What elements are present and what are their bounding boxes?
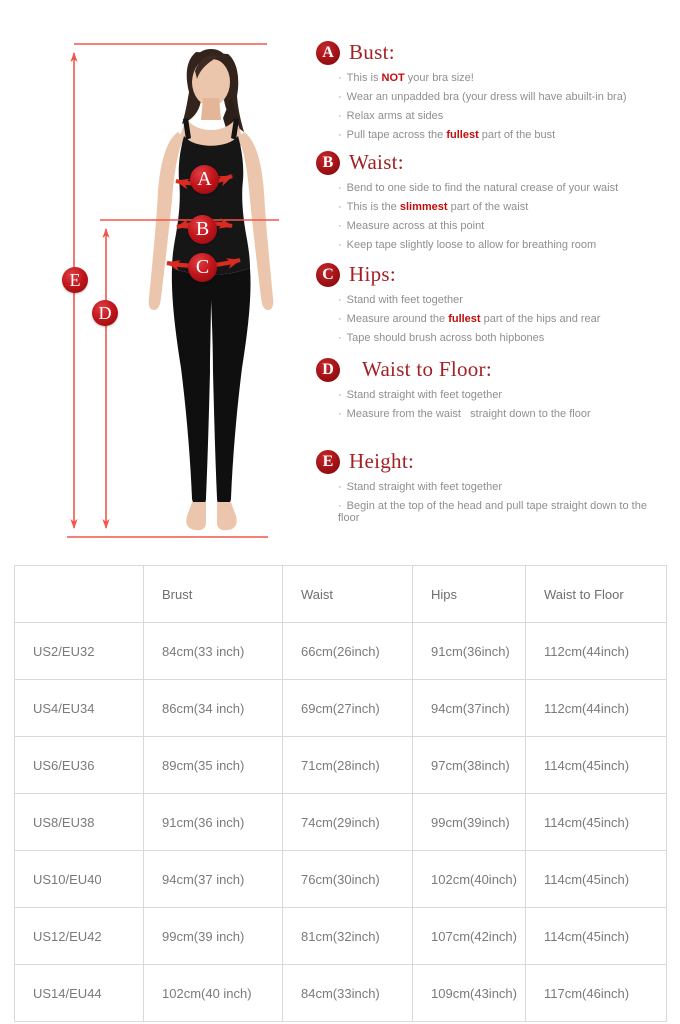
bullet-emphasis: slimmest: [399, 201, 448, 213]
bullet-text: Bend to one side to find the natural crease of your waist: [346, 182, 619, 194]
section-badge-b: B: [316, 151, 340, 175]
bullet-text: Measure from the waist straight down to the floor: [346, 408, 591, 420]
guide-section-bust: [316, 40, 670, 148]
table-cell: 102cm(40inch): [413, 851, 526, 908]
column-header: Brust: [144, 566, 283, 623]
guide-section-height: [316, 449, 670, 531]
table-cell: 112cm(44inch): [526, 623, 667, 680]
bullet-text: part of the bust: [478, 129, 556, 141]
bullet-item: [338, 220, 658, 232]
table-row: [15, 623, 667, 680]
bullet-emphasis: fullest: [446, 129, 479, 141]
column-header: Waist to Floor: [526, 566, 667, 623]
section-header: [316, 262, 670, 287]
bullet-text: Measure across at this point: [346, 220, 485, 232]
table-row: [15, 794, 667, 851]
table-cell: 99cm(39 inch): [144, 908, 283, 965]
bullet-text: Stand straight with feet together: [346, 481, 502, 493]
bullet-text: Tape should brush across both hipbones: [346, 332, 545, 344]
bullet-item: [338, 110, 658, 122]
bullet-item: [338, 500, 658, 524]
bullet-item: [338, 332, 658, 344]
section-title: Height:: [349, 449, 415, 473]
table-row: [15, 908, 667, 965]
bullet-item: [338, 389, 658, 401]
table-row: [15, 737, 667, 794]
bullet-text: Measure around the: [346, 313, 449, 325]
table-cell: 114cm(45inch): [526, 794, 667, 851]
column-header: Hips: [413, 566, 526, 623]
size-label-cell: US4/EU34: [15, 680, 144, 737]
section-badge-c: C: [316, 263, 340, 287]
table-cell: 91cm(36inch): [413, 623, 526, 680]
table-cell: 102cm(40 inch): [144, 965, 283, 1022]
section-title: Waist:: [349, 150, 404, 174]
table-row: [15, 965, 667, 1022]
table-cell: 66cm(26inch): [283, 623, 413, 680]
table-cell: 97cm(38inch): [413, 737, 526, 794]
bullet-emphasis: NOT: [381, 72, 405, 84]
section-bullets: [338, 72, 670, 141]
section-badge-a: A: [316, 41, 340, 65]
table-cell: 71cm(28inch): [283, 737, 413, 794]
size-label-cell: US10/EU40: [15, 851, 144, 908]
table-cell: 84cm(33 inch): [144, 623, 283, 680]
bullet-item: [338, 129, 658, 141]
figure-marker-e: E: [62, 267, 88, 293]
bullet-text: Keep tape slightly loose to allow for breathing room: [346, 239, 597, 251]
bullet-item: [338, 294, 658, 306]
section-header: [316, 449, 670, 474]
table-cell: 114cm(45inch): [526, 737, 667, 794]
table-cell: 94cm(37inch): [413, 680, 526, 737]
table-cell: 81cm(32inch): [283, 908, 413, 965]
table-cell: 99cm(39inch): [413, 794, 526, 851]
section-header: [316, 150, 670, 175]
section-header: [316, 357, 670, 382]
size-chart-table: [14, 565, 667, 1022]
bullet-text: Wear an unpadded bra (your dress will have abuilt-in bra): [346, 91, 627, 103]
section-bullets: [338, 389, 670, 420]
model-silhouette: [149, 49, 274, 530]
bullet-text: Relax arms at sides: [346, 110, 444, 122]
column-header: Waist: [283, 566, 413, 623]
table-row: [15, 851, 667, 908]
bullet-item: [338, 481, 658, 493]
table-cell: 86cm(34 inch): [144, 680, 283, 737]
section-title: Hips:: [349, 262, 397, 286]
section-badge-d: D: [316, 358, 340, 382]
size-label-cell: US6/EU36: [15, 737, 144, 794]
size-label-cell: US2/EU32: [15, 623, 144, 680]
bullet-item: [338, 182, 658, 194]
section-header: [316, 40, 670, 65]
bullet-text: Begin at the top of the head and pull tape straight down to the floor: [338, 500, 647, 524]
bullet-item: [338, 313, 658, 325]
table-cell: 114cm(45inch): [526, 851, 667, 908]
bullet-item: [338, 408, 658, 420]
bullet-item: [338, 72, 658, 84]
table-cell: 69cm(27inch): [283, 680, 413, 737]
table-cell: 112cm(44inch): [526, 680, 667, 737]
figure-marker-b: B: [188, 215, 217, 244]
guide-section-waist-to-floor: [316, 357, 670, 427]
bullet-text: your bra size!: [404, 72, 474, 84]
table-cell: 91cm(36 inch): [144, 794, 283, 851]
size-label-cell: US12/EU42: [15, 908, 144, 965]
table-cell: 117cm(46inch): [526, 965, 667, 1022]
bullet-text: part of the hips and rear: [480, 313, 601, 325]
section-bullets: [338, 182, 670, 251]
table-cell: 74cm(29inch): [283, 794, 413, 851]
table-cell: 114cm(45inch): [526, 908, 667, 965]
figure-marker-d: D: [92, 300, 118, 326]
bullet-text: This is the: [346, 201, 400, 213]
table-cell: 107cm(42inch): [413, 908, 526, 965]
table-header-row: [15, 566, 667, 623]
bullet-emphasis: fullest: [448, 313, 481, 325]
section-title: Waist to Floor:: [362, 357, 492, 381]
table-cell: 76cm(30inch): [283, 851, 413, 908]
bullet-text: Stand with feet together: [346, 294, 463, 306]
column-header-empty: [15, 566, 144, 623]
table-cell: 89cm(35 inch): [144, 737, 283, 794]
figure-marker-a: A: [190, 165, 219, 194]
size-label-cell: US8/EU38: [15, 794, 144, 851]
figure-marker-c: C: [188, 253, 217, 282]
table-cell: 84cm(33inch): [283, 965, 413, 1022]
section-badge-e: E: [316, 450, 340, 474]
section-bullets: [338, 481, 670, 524]
guide-section-hips: [316, 262, 670, 351]
bullet-text: part of the waist: [447, 201, 529, 213]
table-cell: 109cm(43inch): [413, 965, 526, 1022]
section-bullets: [338, 294, 670, 344]
section-title: Bust:: [349, 40, 395, 64]
bullet-text: This is: [346, 72, 382, 84]
table-row: [15, 680, 667, 737]
bullet-item: [338, 201, 658, 213]
bullet-item: [338, 91, 658, 103]
bullet-text: Stand straight with feet together: [346, 389, 502, 401]
bullet-item: [338, 239, 658, 251]
table-cell: 94cm(37 inch): [144, 851, 283, 908]
size-label-cell: US14/EU44: [15, 965, 144, 1022]
bullet-text: Pull tape across the: [346, 129, 447, 141]
guide-section-waist: [316, 150, 670, 258]
